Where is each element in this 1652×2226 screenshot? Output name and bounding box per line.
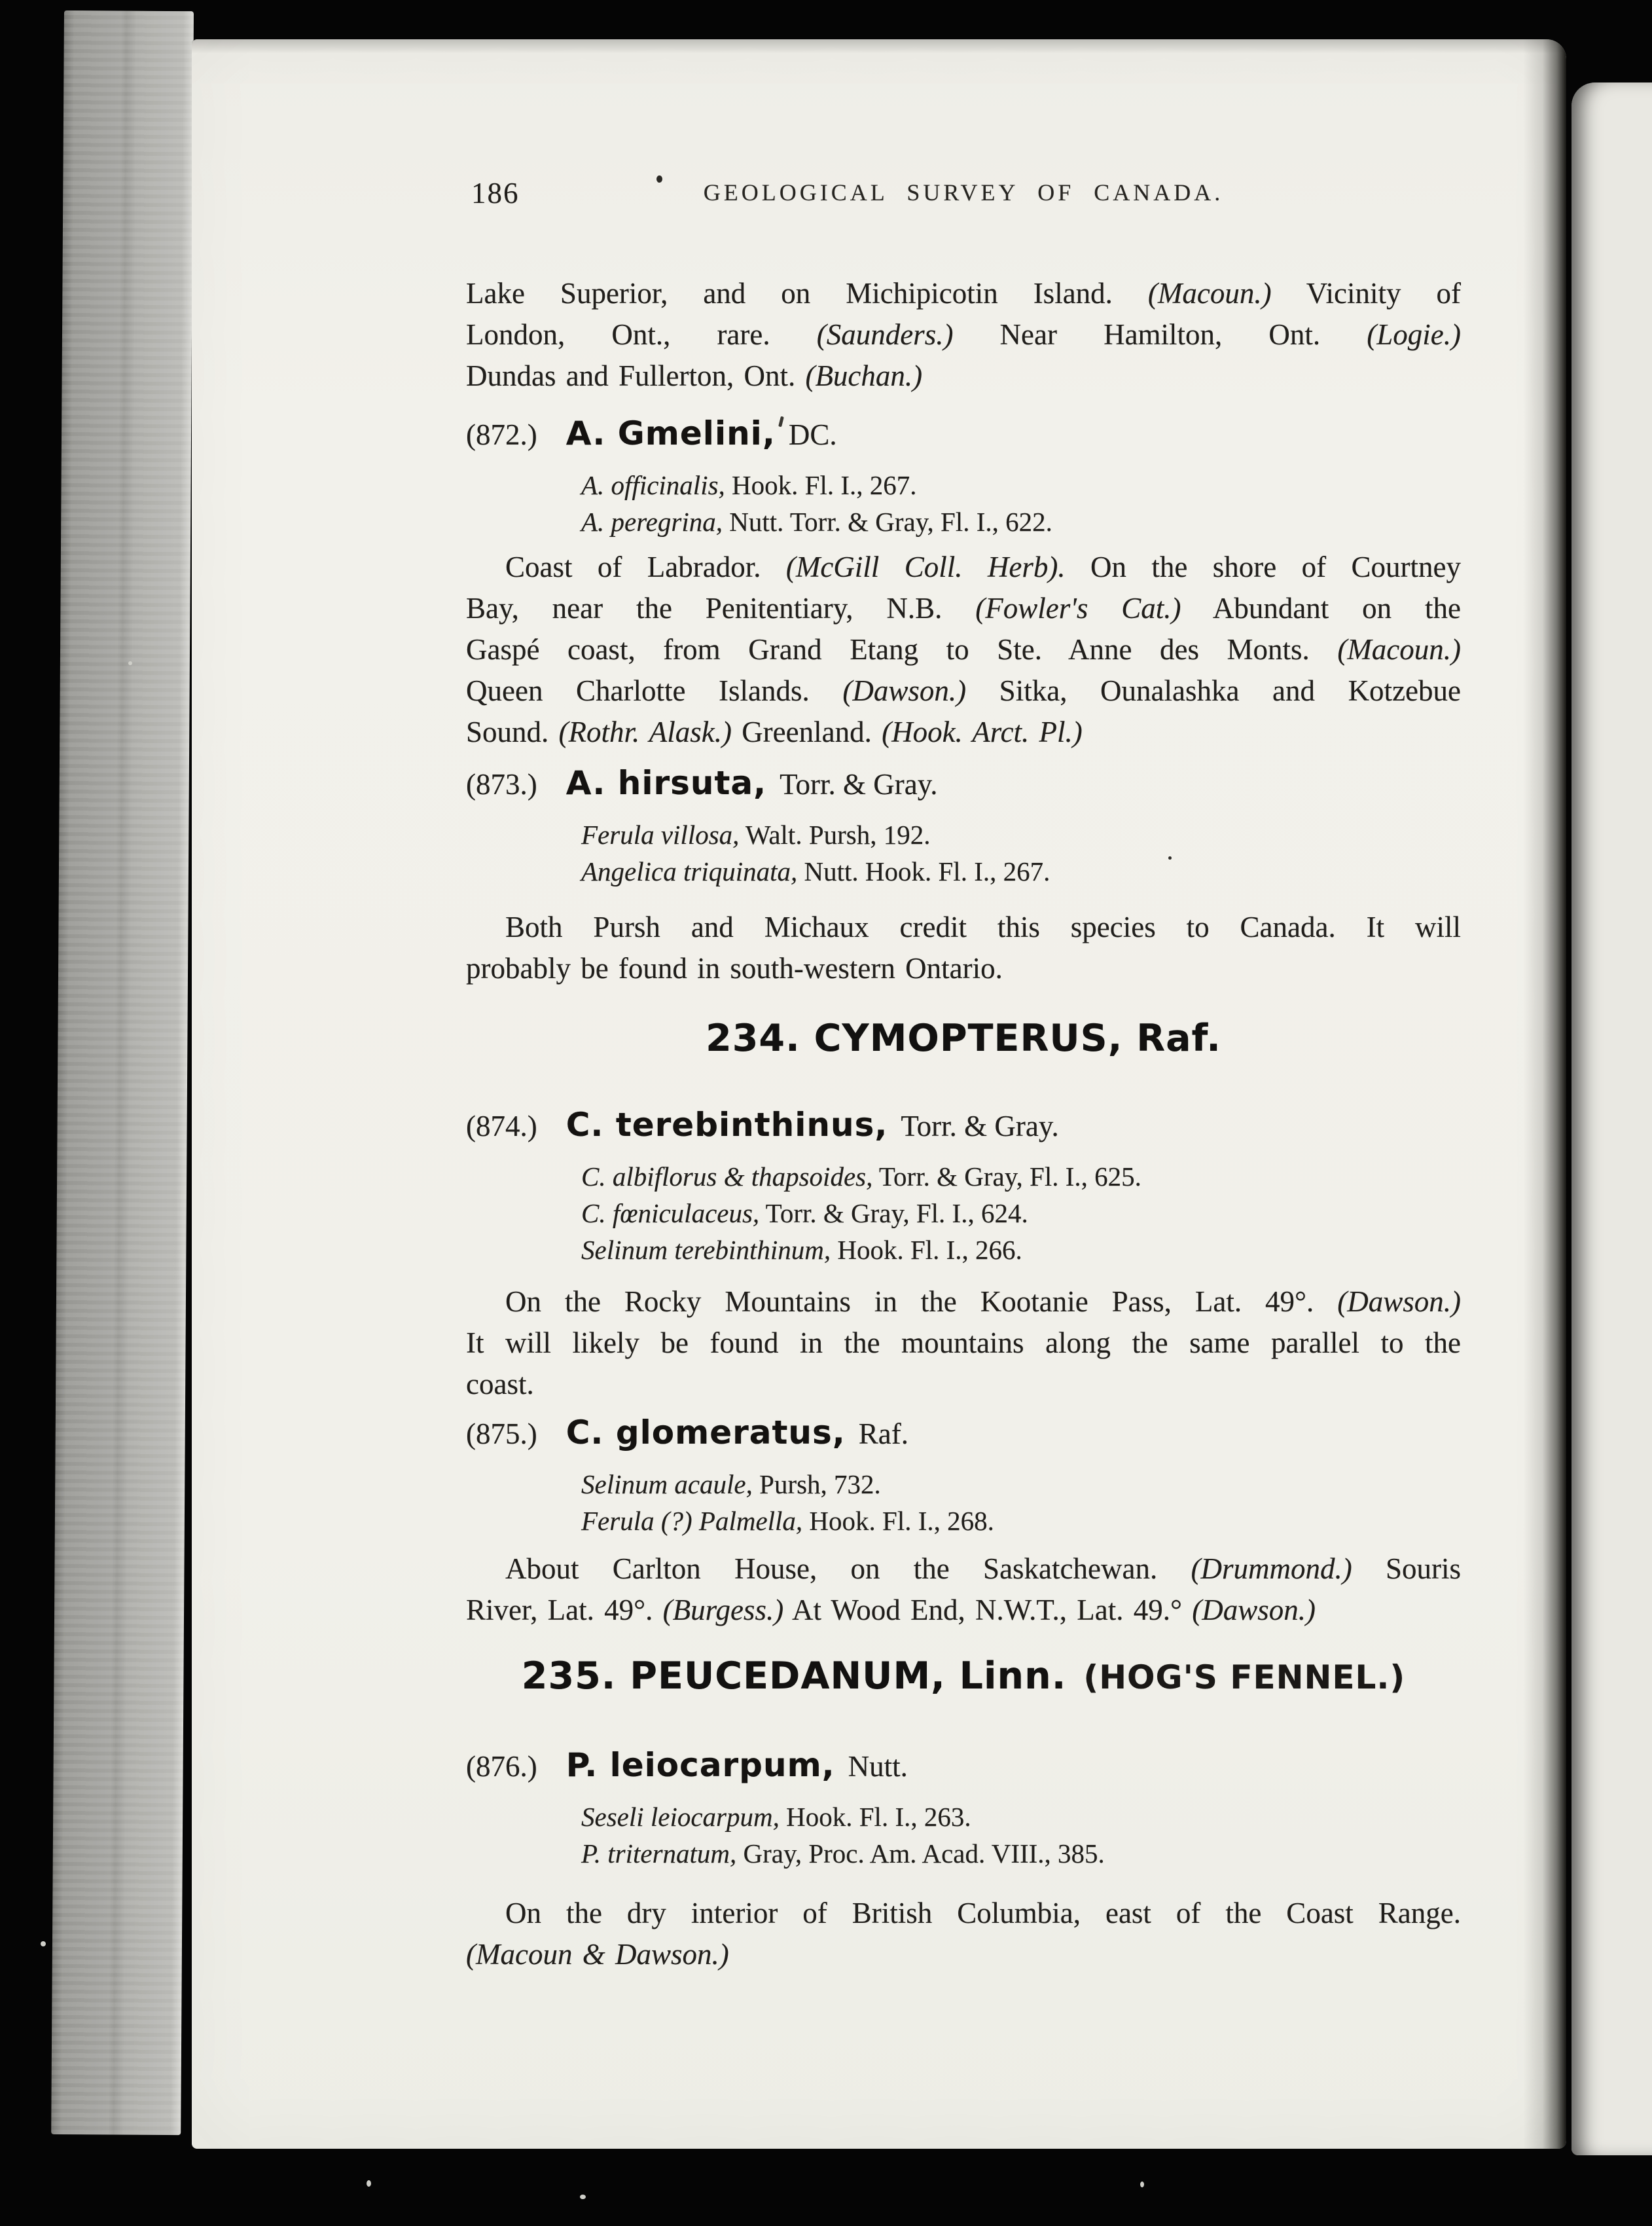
text-run: On the shore of Courtney [1065, 551, 1461, 583]
italic-citation: Ferula (?) Palmella, [581, 1506, 803, 1536]
text-run: On the Rocky Mountains in the Kootanie Pass, Lat. 49°. [505, 1285, 1338, 1318]
text-line [466, 1281, 1461, 1323]
text-line [466, 712, 1461, 753]
genus-common-name: (HOG'S FENNEL.) [1083, 1658, 1406, 1696]
species-authority: Torr. & Gray. [901, 1110, 1059, 1142]
text-run: River, Lat. 49°. [466, 1594, 663, 1626]
text-run: Both Pursh and Michaux credit this species to Canada. It will [505, 911, 1461, 943]
text-line [466, 1590, 1461, 1631]
paragraph [466, 1281, 1461, 1405]
genus-heading [466, 1653, 1461, 1709]
text-run: Nutt. Torr. & Gray, Fl. I., 622. [722, 507, 1052, 537]
entry-number: (876.) [466, 1750, 537, 1783]
species-name: C. terebinthinus, [566, 1106, 888, 1144]
synonym-line [581, 1466, 1461, 1503]
italic-citation: (Buchan.) [805, 359, 923, 392]
text-run: Gray, Proc. Am. Acad. VIII., 385. [736, 1838, 1105, 1869]
text-run: About Carlton House, on the Saskatchewan. [505, 1552, 1191, 1585]
synonym-line [581, 853, 1461, 890]
entry-number: (873.) [466, 768, 537, 801]
italic-citation: (Macoun.) [1147, 277, 1272, 310]
facing-page-edge [1571, 82, 1652, 2155]
text-run: Torr. & Gray, Fl. I., 624. [759, 1198, 1028, 1228]
dust-speck [41, 1941, 46, 1946]
text-run: Walt. Pursh, 192. [739, 820, 931, 850]
entry-number: (872.) [466, 418, 537, 451]
text-run: Queen Charlotte Islands. [466, 674, 843, 707]
synonym-list [581, 1466, 1461, 1539]
paragraph [466, 907, 1461, 989]
synonym-line [581, 1232, 1461, 1268]
binding-gutter-shadow [1523, 39, 1566, 2149]
text-run: Pursh, 732. [752, 1469, 881, 1499]
italic-citation: Selinum terebinthinum, [581, 1235, 831, 1265]
entry-number: (875.) [466, 1417, 537, 1450]
italic-citation: (Logie.) [1367, 318, 1461, 351]
genus-title: 235. PEUCEDANUM, Linn. [521, 1654, 1067, 1698]
italic-citation: (Hook. Arct. Pl.) [882, 716, 1083, 748]
italic-citation: (Macoun.) [1337, 633, 1461, 666]
text-line [466, 356, 1461, 397]
species-name: P. leiocarpum, [566, 1746, 835, 1784]
genus-title: 234. CYMOPTERUS, Raf. [706, 1017, 1221, 1060]
entry-number: (874.) [466, 1110, 537, 1142]
text-line [466, 1893, 1461, 1934]
page-top-shadow [192, 39, 1566, 54]
text-run: Near Hamilton, Ont. [953, 318, 1367, 351]
italic-citation: (Dawson.) [1192, 1594, 1316, 1626]
text-run: Nutt. Hook. Fl. I., 267. [797, 856, 1050, 886]
synonym-line [581, 816, 1461, 853]
text-run: Hook. Fl. I., 266. [831, 1235, 1022, 1265]
text-run: probably be found in south-western Ontario. [466, 952, 1003, 985]
text-run: Sitka, Ounalashka and Kotzebue [966, 674, 1461, 707]
text-run: Gaspé coast, from Grand Etang to Ste. Anne des Monts. [466, 633, 1338, 666]
italic-citation: (Rothr. Alask.) [558, 716, 732, 748]
italic-citation: (Fowler's Cat.) [975, 592, 1181, 625]
text-line [466, 273, 1461, 314]
italic-citation: A. officinalis, [581, 470, 725, 500]
species-name: C. glomeratus, [566, 1414, 846, 1451]
page-header [466, 173, 1461, 213]
text-line [466, 629, 1461, 670]
species-name: A. Gmelini, [566, 414, 776, 452]
text-run: Coast of Labrador. [505, 551, 786, 583]
text-run: Bay, near the Penitentiary, N.B. [466, 592, 976, 625]
species-heading [466, 762, 1461, 812]
synonym-line [581, 467, 1461, 503]
text-run: Greenland. [731, 716, 882, 748]
dust-speck [367, 2180, 371, 2187]
species-authority: Nutt. [848, 1750, 908, 1783]
italic-citation: (Macoun & Dawson.) [466, 1938, 729, 1971]
species-heading [466, 1412, 1461, 1462]
species-authority: DC. [788, 418, 837, 451]
italic-citation: Selinum acaule, [581, 1469, 753, 1499]
text-run: Hook. Fl. I., 268. [802, 1506, 994, 1536]
text-run: Souris [1352, 1552, 1462, 1585]
dust-speck [580, 2195, 586, 2199]
ink-speck [656, 175, 662, 183]
italic-citation: C. albiflorus & thapsoides, [581, 1161, 873, 1192]
paragraph [466, 273, 1461, 397]
text-run: At Wood End, N.W.T., Lat. 49.° [783, 1594, 1193, 1626]
text-line [466, 1364, 1461, 1405]
dust-speck [1140, 2181, 1144, 2187]
text-run: Lake Superior, and on Michipicotin Island. [466, 277, 1148, 310]
species-name: A. hirsuta, [566, 764, 767, 802]
italic-citation: Angelica triquinata, [581, 856, 798, 886]
text-run: Torr. & Gray, Fl. I., 625. [872, 1161, 1141, 1192]
italic-citation: (Dawson.) [842, 674, 967, 707]
text-line [466, 314, 1461, 356]
text-run: Hook. Fl. I., 263. [779, 1802, 971, 1832]
italic-citation: C. fœniculaceus, [581, 1198, 760, 1228]
text-line [466, 670, 1461, 712]
running-title: GEOLOGICAL SURVEY OF CANADA. [703, 179, 1224, 206]
italic-citation: P. triternatum, [581, 1838, 737, 1869]
text-line [466, 1323, 1461, 1364]
text-run: Sound. [466, 716, 559, 748]
text-line [466, 588, 1461, 629]
text-run: London, Ont., rare. [466, 318, 817, 351]
species-authority: Torr. & Gray. [780, 768, 938, 801]
paragraph [466, 1893, 1461, 1975]
synonym-line [581, 503, 1461, 540]
text-run: On the dry interior of British Columbia, east of the Coast Range. [505, 1897, 1461, 1929]
book-page [192, 39, 1566, 2149]
text-run: coast. [466, 1368, 534, 1400]
text-column [466, 173, 1461, 1975]
italic-citation: Ferula villosa, [581, 820, 740, 850]
text-line [466, 547, 1461, 588]
text-run: Vicinity of [1271, 277, 1462, 310]
species-authority: Raf. [858, 1417, 909, 1450]
synonym-list [581, 467, 1461, 540]
italic-citation: Seseli leiocarpum, [581, 1802, 780, 1832]
genus-heading [466, 1015, 1461, 1071]
page-body [466, 273, 1461, 1975]
text-run: Hook. Fl. I., 267. [725, 470, 917, 500]
synonym-line [581, 1195, 1461, 1232]
synonym-list [581, 816, 1461, 890]
species-heading [466, 412, 1461, 463]
synonym-list [581, 1798, 1461, 1872]
italic-citation: (Dawson.) [1337, 1285, 1461, 1318]
synonym-line [581, 1798, 1461, 1835]
text-run: Abundant on the [1181, 592, 1461, 625]
text-line [466, 1548, 1461, 1590]
synonym-list [581, 1158, 1461, 1268]
italic-citation: (Drummond.) [1191, 1552, 1352, 1585]
ink-speck [1168, 856, 1172, 860]
italic-citation: (Burgess.) [662, 1594, 784, 1626]
italic-citation: (McGill Coll. Herb). [785, 551, 1066, 583]
paragraph [466, 547, 1461, 753]
text-line [466, 948, 1461, 989]
synonym-line [581, 1158, 1461, 1195]
left-page-edge-stack [51, 10, 194, 2135]
text-run: Dundas and Fullerton, Ont. [466, 359, 806, 392]
paragraph [466, 1548, 1461, 1631]
text-line [466, 1934, 1461, 1975]
species-heading [466, 1744, 1461, 1795]
dust-speck [128, 661, 132, 665]
text-run: It will likely be found in the mountains along the same parallel to the [466, 1326, 1461, 1359]
italic-citation: (Saunders.) [816, 318, 954, 351]
text-line [466, 907, 1461, 948]
italic-citation: A. peregrina, [581, 507, 723, 537]
page-number: 186 [471, 177, 520, 210]
synonym-line [581, 1835, 1461, 1872]
species-heading [466, 1104, 1461, 1154]
synonym-line [581, 1503, 1461, 1539]
